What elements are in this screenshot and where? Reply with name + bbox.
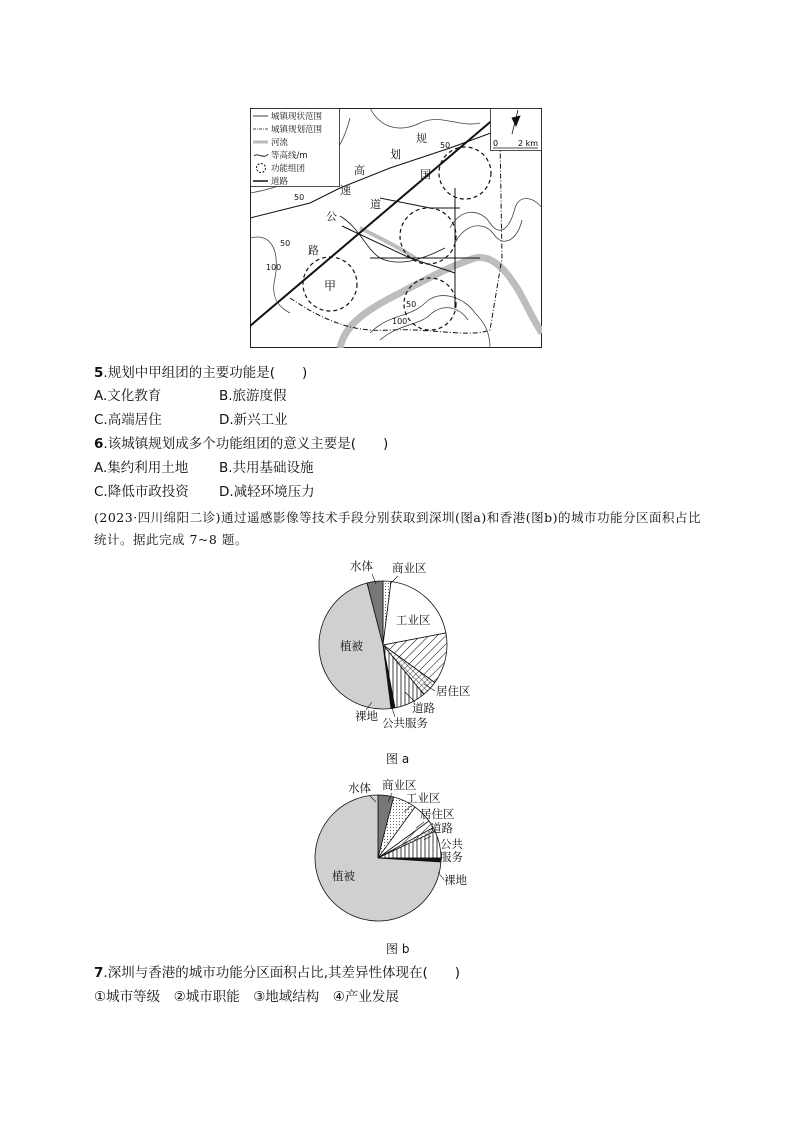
pie-label: 道路 bbox=[412, 701, 435, 715]
pie-label: 居住区 bbox=[420, 807, 455, 821]
road-char: 公 bbox=[326, 210, 337, 223]
road-char: 高 bbox=[354, 164, 365, 177]
contour-label: 50 bbox=[294, 193, 305, 202]
pie-label: 裸地 bbox=[355, 709, 378, 723]
option-c[interactable]: C.高端居住 bbox=[94, 412, 162, 428]
pie-label: 工业区 bbox=[396, 613, 431, 627]
pie-label: 植被 bbox=[332, 869, 355, 883]
pie-label: 道路 bbox=[430, 821, 453, 835]
pie-label: 水体 bbox=[350, 559, 373, 573]
option-a[interactable]: A.集约利用土地 bbox=[94, 460, 189, 476]
question-7-items: ①城市等级 ②城市职能 ③地域结构 ④产业发展 bbox=[94, 989, 399, 1005]
passage-intro: (2023·四川绵阳二诊)通过遥感影像等技术手段分别获取到深圳(图a)和香港(图b)的城市功能分区面积占比统计。据此完成 7~8 题。 bbox=[94, 510, 702, 547]
caption-a: 图 a bbox=[386, 752, 410, 766]
pie-label: 商业区 bbox=[392, 561, 427, 575]
legend-contour: 等高线/m bbox=[271, 151, 308, 161]
pie-label: 居住区 bbox=[436, 684, 471, 698]
pie-label: 公共服务 bbox=[382, 716, 428, 730]
legend-road: 道路 bbox=[271, 177, 289, 187]
question-text: .该城镇规划成多个功能组团的意义主要是( ) bbox=[103, 436, 389, 452]
legend-current: 城镇现状范围 bbox=[271, 112, 323, 122]
scale-zero: 0 bbox=[493, 139, 499, 148]
contour-label: 50 bbox=[440, 141, 451, 150]
legend-group: 功能组团 bbox=[271, 164, 306, 174]
question-7 bbox=[94, 964, 460, 982]
option-b[interactable]: B.共用基础设施 bbox=[219, 460, 314, 476]
caption-b: 图 b bbox=[386, 942, 410, 956]
contour-label: 50 bbox=[280, 239, 291, 248]
option-a[interactable]: A.文化教育 bbox=[94, 388, 162, 404]
road-char: 速 bbox=[340, 184, 351, 197]
group-label-jia: 甲 bbox=[324, 279, 337, 293]
pie-chart-b bbox=[296, 772, 506, 937]
pie-label: 工业区 bbox=[406, 791, 441, 805]
question-number: 5 bbox=[94, 365, 104, 381]
scale-dist: 2 km bbox=[518, 139, 539, 148]
question-text: .深圳与香港的城市功能分区面积占比,其差异性体现在( ) bbox=[103, 965, 461, 981]
road-char: 道 bbox=[370, 198, 381, 211]
contour-label: 100 bbox=[266, 263, 282, 272]
pie-label: 裸地 bbox=[444, 873, 467, 887]
pie-label: 服务 bbox=[440, 850, 463, 864]
pie-label: 植被 bbox=[340, 639, 363, 653]
pie-label: 公共 bbox=[440, 837, 463, 851]
pie-label: 水体 bbox=[348, 781, 371, 795]
question-number: 6 bbox=[94, 436, 104, 452]
pie-label: 商业区 bbox=[382, 778, 417, 792]
question-text: .规划中甲组团的主要功能是( ) bbox=[103, 365, 308, 381]
option-d[interactable]: D.减轻环境压力 bbox=[219, 484, 315, 500]
contour-label: 100 bbox=[392, 317, 408, 326]
road-char: 规 bbox=[416, 132, 427, 145]
option-d[interactable]: D.新兴工业 bbox=[219, 412, 288, 428]
legend-river: 河流 bbox=[271, 138, 289, 148]
pie-chart-a bbox=[300, 552, 500, 772]
option-b[interactable]: B.旅游度假 bbox=[219, 388, 287, 404]
legend-planned: 城镇规划范围 bbox=[271, 125, 323, 135]
road-char: 划 bbox=[390, 148, 401, 161]
road-char: 国 bbox=[420, 168, 431, 181]
option-c[interactable]: C.降低市政投资 bbox=[94, 484, 189, 500]
contour-label: 50 bbox=[406, 300, 417, 309]
planning-map bbox=[250, 108, 542, 348]
question-6 bbox=[94, 435, 388, 453]
road-char: 路 bbox=[308, 244, 319, 257]
question-5 bbox=[94, 364, 307, 382]
question-number: 7 bbox=[94, 965, 104, 981]
